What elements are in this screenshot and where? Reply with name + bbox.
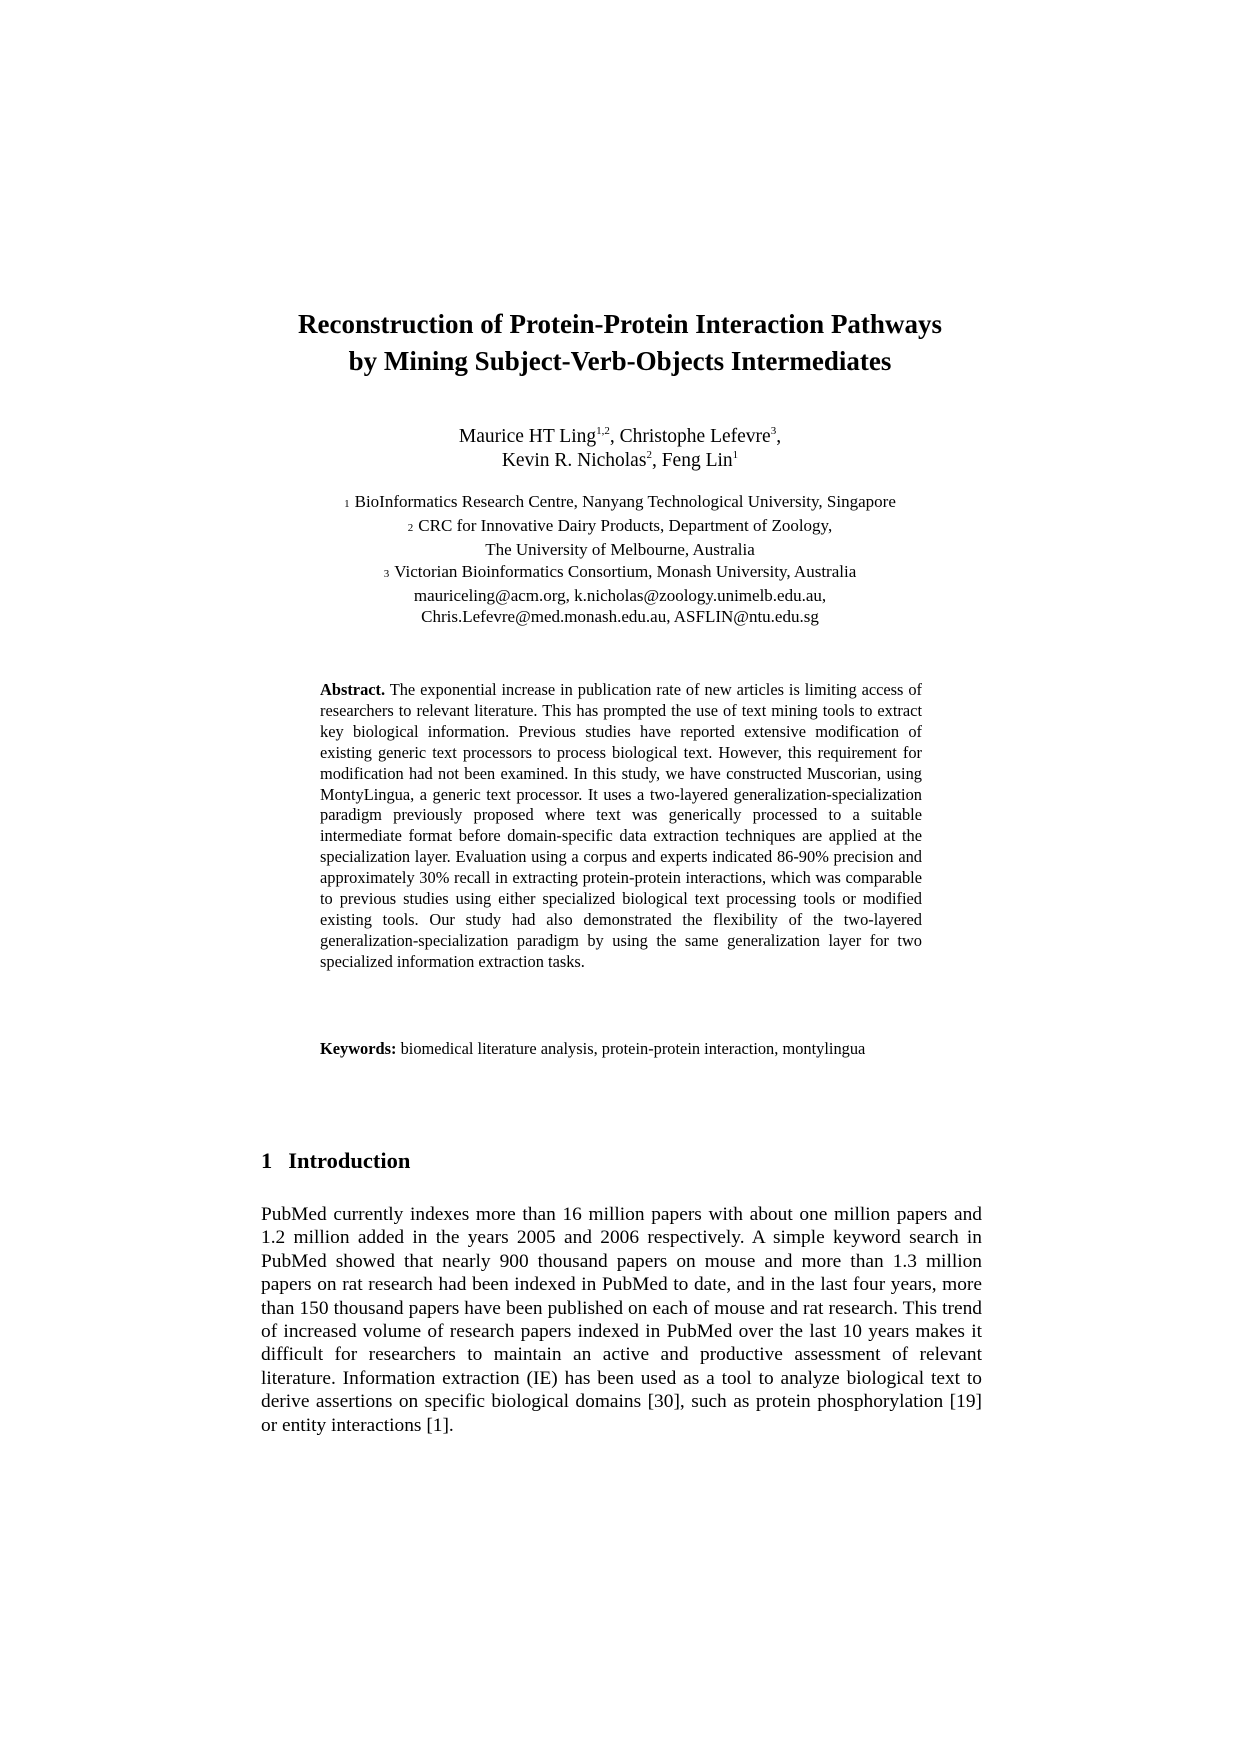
author-separator: , <box>651 450 662 471</box>
author-affiliation-mark: 2 <box>646 449 652 461</box>
affiliation-list <box>0 491 1240 627</box>
author-name: Christophe Lefevre <box>619 426 771 447</box>
abstract-label: Abstract. <box>320 680 386 699</box>
author-affiliation-mark: 3 <box>770 425 777 437</box>
author-name: Maurice HT Ling <box>458 426 597 447</box>
author-separator: , <box>776 426 782 447</box>
email-list: Chris.Lefevre@med.monash.edu.au, ASFLIN@ntu.edu.sg <box>421 607 819 627</box>
affiliation-text: The University of Melbourne, Australia <box>485 540 755 560</box>
affiliation-line <box>0 491 1240 515</box>
author-name: Kevin R. Nicholas <box>501 450 647 471</box>
title-line: by Mining Subject-Verb-Objects Intermediates <box>348 346 892 376</box>
author-affiliation-mark: 1,2 <box>596 425 610 437</box>
author-line <box>0 449 1240 473</box>
title-line: Reconstruction of Protein-Protein Interaction Pathways <box>298 309 942 339</box>
section-number: 1 <box>261 1148 273 1173</box>
affiliation-line <box>0 539 1240 560</box>
keywords-block <box>320 1038 922 1059</box>
abstract-block <box>320 680 922 973</box>
paper-title <box>0 306 1240 380</box>
keywords-text: biomedical literature analysis, protein-protein interaction, montylingua <box>400 1039 866 1058</box>
author-line <box>0 425 1240 449</box>
affiliation-text: Victorian Bioinformatics Consortium, Monash University, Australia <box>394 561 857 581</box>
author-list <box>0 425 1240 473</box>
keywords-paragraph <box>320 1038 922 1059</box>
email-list: mauriceling@acm.org, k.nicholas@zoology.unimelb.edu.au, <box>413 585 827 605</box>
affiliation-mark: 2 <box>407 522 414 535</box>
affiliation-text: BioInformatics Research Centre, Nanyang Technological University, Singapore <box>354 492 896 511</box>
section-title: Introduction <box>288 1148 411 1173</box>
affiliation-mark: 3 <box>383 567 390 580</box>
keywords-label: Keywords: <box>320 1039 397 1058</box>
abstract-paragraph <box>320 680 922 973</box>
affiliation-line <box>0 515 1240 539</box>
author-name: Feng Lin <box>661 450 733 471</box>
affiliation-text: CRC for Innovative Dairy Products, Department of Zoology, <box>418 516 833 536</box>
section-heading <box>261 1147 410 1175</box>
affiliation-mark: 1 <box>344 498 350 510</box>
author-separator: , <box>609 426 620 447</box>
section-body <box>261 1203 982 1437</box>
affiliation-line <box>0 606 1240 627</box>
abstract-text: The exponential increase in publication rate of new articles is limiting access of researchers to relevant literature. This has prompted the use of text mining tools to extract key biological information. Previous studies have reported extensive modification of existing generic text processors to process biological text. However, this requirement for modification had not been examined. In this study, we have constructed Muscorian, using MontyLingua, a generic text processor. It uses a two-layered generalization-specialization paradigm previously proposed where text was generically processed to a suitable intermediate format before domain-specific data extraction techniques are applied at the specialization layer. Evaluation using a corpus and experts indicated 86-90% precision and approximately 30% recall in extracting protein-protein interactions, which was comparable to previous studies using either specialized biological text processing tools or modified existing tools. Our study had also demonstrated the flexibility of the two-layered generalization-specialization paradigm by using the same generalization layer for two specialized information extraction tasks. <box>320 680 922 971</box>
author-affiliation-mark: 1 <box>732 449 739 461</box>
body-paragraph: PubMed currently indexes more than 16 million papers with about one million papers and 1.2 million added in the years 2005 and 2006 respectively. A simple keyword search in PubMed showed that nearly 900 thousand papers on mouse and more than 1.3 million papers on rat research had been indexed in PubMed to date, and in the last four years, more than 150 thousand papers have been published on each of mouse and rat research. This trend of increased volume of research papers indexed in PubMed over the last 10 years makes it difficult for researchers to maintain an active and productive assessment of relevant literature. Information extraction (IE) has been used as a tool to analyze biological text to derive assertions on specific biological domains [30], such as protein phosphorylation [19] or entity interactions [1]. <box>261 1204 982 1436</box>
affiliation-line <box>0 561 1240 585</box>
affiliation-line <box>0 585 1240 606</box>
